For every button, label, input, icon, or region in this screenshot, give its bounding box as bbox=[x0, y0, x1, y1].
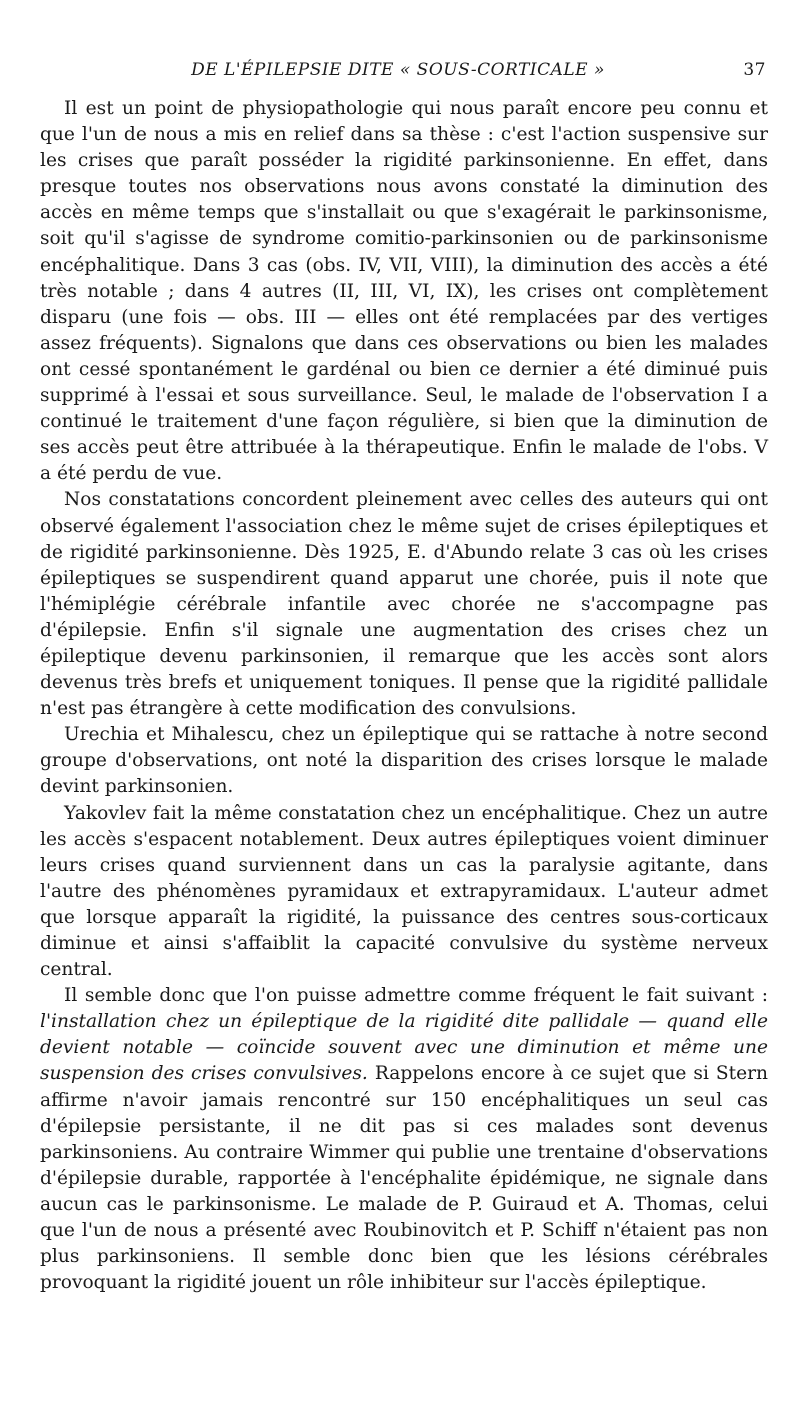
page-number: 37 bbox=[743, 60, 766, 80]
conclusion-lead: Il semble donc que l'on puisse admettre comme fréquent le fait suivant : bbox=[64, 985, 768, 1007]
conclusion-italic: l'installation chez un épileptique de la rigidité dite pallidale — quand elle devient notable — coïncide souvent avec une diminution et même une suspension des crises convulsives. bbox=[40, 1011, 768, 1085]
conclusion-rest: Rappelons encore à ce sujet que si Stern affirme n'avoir jamais rencontré sur 150 encéphalitiques un seul cas d'épilepsie persistante, il ne dit pas si ces malades sont devenus parkinsoniens. Au contraire Wimmer qui publie une trentaine d'observations d'épilepsie durable, rapportée à l'encéphalite épidémique, ne signale dans aucun cas le parkinsonisme. Le malade de P. Guiraud et A. Thomas, celui que l'un de nous a présenté avec Roubinovitch et P. Schiff n'étaient pas non plus parkinsoniens. Il semble donc bien que les lésions cérébrales provoquant la rigidité jouent un rôle inhibiteur sur l'accès épileptique. bbox=[40, 1063, 768, 1294]
body-text bbox=[40, 96, 768, 1296]
paragraph: Urechia et Mihalescu, chez un épileptique qui se rattache à notre second groupe d'observations, ont noté la disparition des crises lorsque le malade devint parkinsonien. bbox=[40, 724, 768, 798]
running-title: DE L'ÉPILEPSIE DITE « SOUS-CORTICALE » bbox=[191, 60, 605, 80]
page-header bbox=[30, 60, 766, 86]
paragraph: Il est un point de physiopathologie qui nous paraît encore peu connu et que l'un de nous a mis en relief dans sa thèse : c'est l'action suspensive sur les crises que paraît posséder la rigidité parkinsonienne. En effet, dans presque toutes nos observations nous avons constaté la diminution des accès en même temps que s'installait ou que s'exagérait le parkinsonisme, soit qu'il s'agisse de syndrome comitio-parkinsonien ou de parkinsonisme encéphalitique. Dans 3 cas (obs. IV, VII, VIII), la diminution des accès a été très notable ; dans 4 autres (II, III, VI, IX), les crises ont complètement disparu (une fois — obs. III — elles ont été remplacées par des vertiges assez fréquents). Signalons que dans ces observations ou bien les malades ont cessé spontanément le gardénal ou bien ce dernier a été diminué puis supprimé à l'essai et sous surveillance. Seul, le malade de l'observation I a continué le traitement d'une façon régulière, si bien que la diminution de ses accès peut être attribuée à la thérapeutique. Enfin le malade de l'obs. V a été perdu de vue. bbox=[40, 98, 768, 485]
paragraph: Yakovlev fait la même constatation chez un encéphalitique. Chez un autre les accès s'espacent notablement. Deux autres épileptiques voient diminuer leurs crises quand surviennent dans un cas la paralysie agitante, dans l'autre des phénomènes pyramidaux et extrapyramidaux. L'auteur admet que lorsque apparaît la rigidité, la puissance des centres sous-corticaux diminue et ainsi s'affaiblit la capacité convulsive du système nerveux central. bbox=[40, 802, 768, 981]
paragraph-conclusion bbox=[40, 983, 768, 1296]
paragraph: Nos constatations concordent pleinement avec celles des auteurs qui ont observé également l'association chez le même sujet de crises épileptiques et de rigidité parkinsonienne. Dès 1925, E. d'Abundo relate 3 cas où les crises épileptiques se suspendirent quand apparut une chorée, puis il note que l'hémiplégie cérébrale infantile avec chorée ne s'accompagne pas d'épilepsie. Enfin s'il signale une augmentation des crises chez un épileptique devenu parkinsonien, il remarque que les accès sont alors devenus très brefs et uniquement toniques. Il pense que la rigidité pallidale n'est pas étrangère à cette modification des convulsions. bbox=[40, 489, 768, 720]
